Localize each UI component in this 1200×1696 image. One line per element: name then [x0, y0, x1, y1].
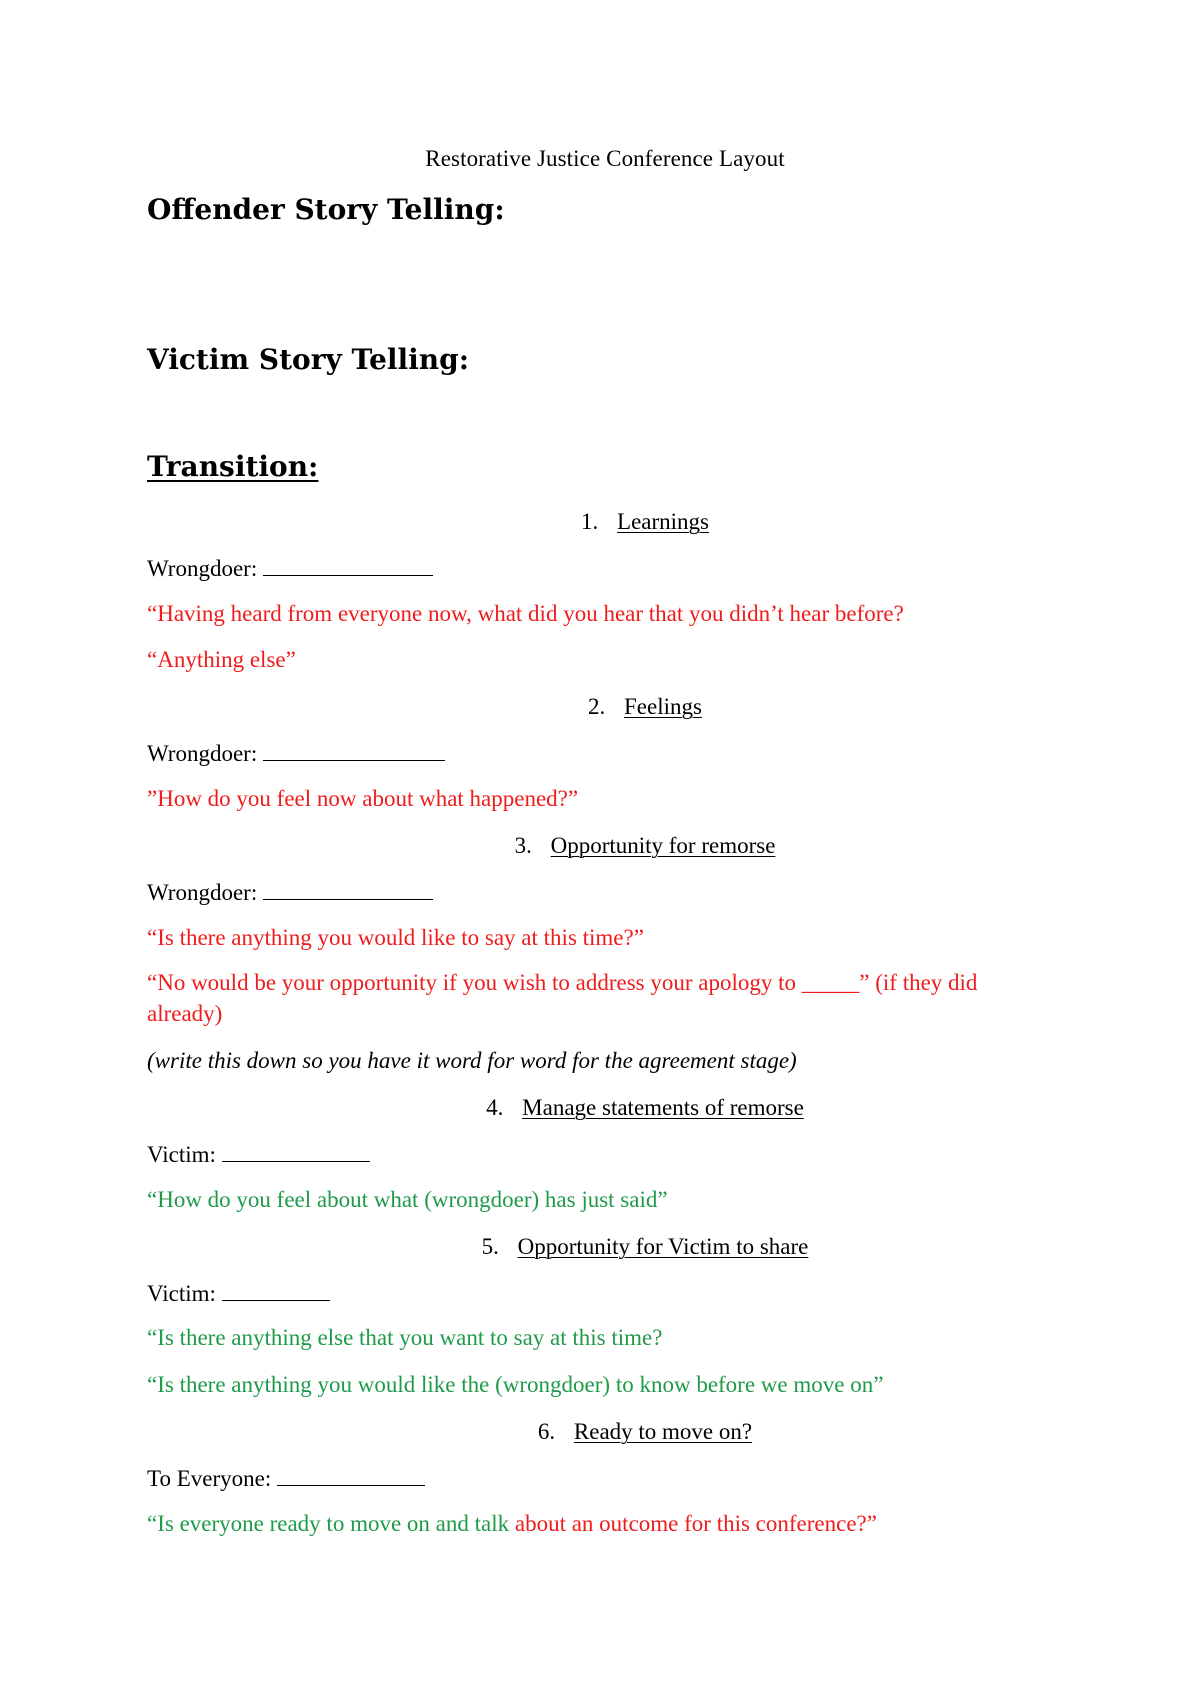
list-label: Opportunity for Victim to share — [517, 1234, 809, 1259]
prompt-manage-1: “How do you feel about what (wrongdoer) has just said” — [147, 1187, 668, 1212]
role-label: Victim: — [147, 1142, 216, 1167]
victim-line-share — [147, 1280, 330, 1307]
blank-line — [222, 1141, 370, 1162]
list-number: 3. — [514, 833, 532, 858]
list-label: Ready to move on? — [573, 1419, 753, 1444]
prompt-feelings-1: ”How do you feel now about what happened?” — [147, 786, 579, 811]
role-label: To Everyone: — [147, 1466, 272, 1491]
everyone-line — [147, 1465, 425, 1492]
role-label: Victim: — [147, 1281, 216, 1306]
prompt-share-1: “Is there anything else that you want to say at this time? — [147, 1325, 663, 1350]
list-label: Learnings — [617, 509, 709, 534]
prompt-share-2: “Is there anything you would like the (wrongdoer) to know before we move on” — [147, 1372, 884, 1397]
heading-transition: Transition: — [147, 450, 319, 483]
list-item-manage-statements-of-remorse — [0, 1095, 1200, 1121]
list-item-learnings — [0, 509, 1200, 535]
blank-line — [263, 879, 433, 900]
blank-line — [222, 1280, 330, 1301]
list-item-feelings — [0, 694, 1200, 720]
list-item-opportunity-for-remorse — [0, 833, 1200, 859]
list-item-opportunity-for-victim-to-share — [0, 1234, 1200, 1260]
blank-line — [263, 740, 445, 761]
heading-offender-story-telling: Offender Story Telling: — [147, 193, 505, 226]
heading-victim-story-telling: Victim Story Telling: — [147, 343, 470, 376]
blank-line — [263, 555, 433, 576]
list-number: 2. — [588, 694, 606, 719]
role-label: Wrongdoer: — [147, 556, 258, 581]
prompt-learnings-1: “Having heard from everyone now, what did you hear that you didn’t hear before? — [147, 601, 904, 626]
wrongdoer-line-feelings — [147, 740, 445, 767]
prompt-ready-part-green: “Is everyone ready to move on and talk — [147, 1511, 515, 1536]
prompt-remorse-2: “No would be your opportunity if you wish to address your apology to _____” (if they did already) — [147, 970, 978, 1026]
list-number: 4. — [486, 1095, 504, 1120]
prompt-remorse-1: “Is there anything you would like to say at this time?” — [147, 925, 644, 950]
blank-line — [277, 1465, 425, 1486]
list-number: 5. — [481, 1234, 499, 1259]
prompt-learnings-2: “Anything else” — [147, 647, 296, 672]
wrongdoer-line-remorse — [147, 879, 433, 906]
note-agreement-stage: (write this down so you have it word for word for the agreement stage) — [147, 1048, 797, 1073]
prompt-ready-part-red: about an outcome for this conference?” — [514, 1511, 877, 1536]
role-label: Wrongdoer: — [147, 880, 258, 905]
list-item-ready-to-move-on — [0, 1419, 1200, 1445]
list-label: Manage statements of remorse — [522, 1095, 804, 1120]
list-label: Opportunity for remorse — [550, 833, 776, 858]
list-number: 1. — [581, 509, 599, 534]
role-label: Wrongdoer: — [147, 741, 258, 766]
wrongdoer-line-learnings — [147, 555, 433, 582]
prompt-ready-1 — [147, 1511, 877, 1537]
victim-line-manage — [147, 1141, 370, 1168]
list-number: 6. — [537, 1419, 556, 1444]
document-title: Restorative Justice Conference Layout — [425, 146, 785, 171]
list-label: Feelings — [624, 694, 702, 719]
